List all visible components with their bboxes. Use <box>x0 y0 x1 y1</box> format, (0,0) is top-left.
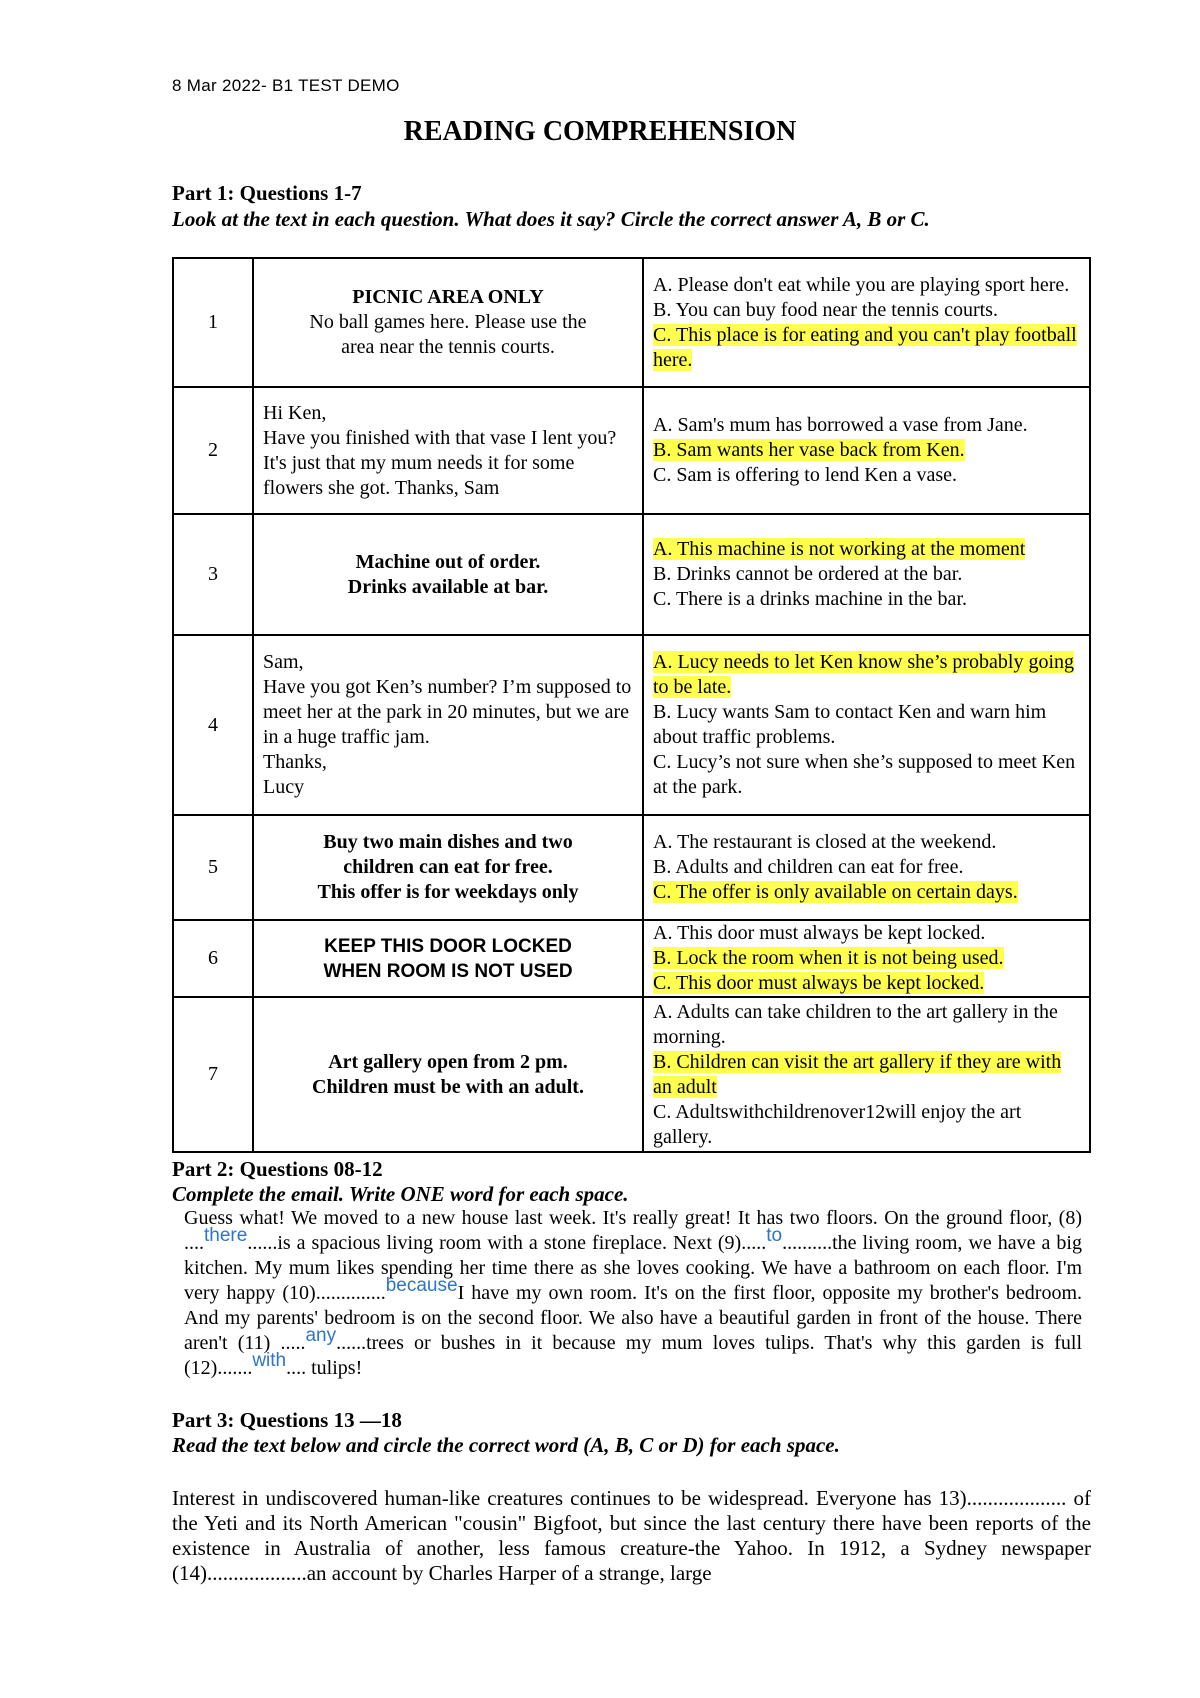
notice-line: KEEP THIS DOOR LOCKED <box>324 935 572 957</box>
answer-option-line <box>653 1000 1080 1050</box>
part2-instruction: Complete the email. Write ONE word for each space. <box>172 1182 629 1206</box>
answer-option-b[interactable]: B. Lock the room when it is not being used. <box>653 947 1004 969</box>
answer-option-b[interactable]: B. Sam wants her vase back from Ken. <box>653 439 965 461</box>
page-title: READING COMPREHENSION <box>403 116 797 147</box>
answer-option-line <box>653 323 1080 373</box>
part3-heading: Part 3: Questions 13 —18 <box>172 1408 402 1432</box>
question-row <box>173 387 1090 514</box>
question-notice <box>253 387 643 514</box>
answer-option-line <box>653 700 1080 750</box>
email-text-segment: ......trees or bushes in it because my mum loves tulips. That's why this garden is full (12)....... <box>184 1332 1083 1379</box>
answer-option-line <box>653 1100 1080 1150</box>
answer-option-a[interactable]: A. Sam's mum has borrowed a vase from Jane. <box>653 414 1028 436</box>
answer-options <box>643 514 1090 635</box>
part3-instruction: Read the text below and circle the correct word (A, B, C or D) for each space. <box>172 1433 840 1457</box>
answer-option-a[interactable]: A. Adults can take children to the art gallery in the morning. <box>653 1000 1058 1048</box>
question-number: 3 <box>173 514 253 635</box>
notice-line: children can eat for free. <box>343 856 553 878</box>
answer-option-c[interactable]: C. Lucy’s not sure when she’s supposed to meet Ken at the park. <box>653 751 1076 798</box>
question-row <box>173 258 1090 387</box>
notice-line: Machine out of order. <box>355 550 541 573</box>
answer-option-line <box>653 587 1080 612</box>
question-row <box>173 920 1090 997</box>
notice-line: area near the tennis courts. <box>341 336 555 358</box>
answer-9: to <box>766 1225 783 1246</box>
answer-option-c[interactable]: C. Adultswithchildrenover12will enjoy the art gallery. <box>653 1100 1022 1148</box>
notice-line: This offer is for weekdays only <box>317 881 579 903</box>
answer-option-line <box>653 946 1080 971</box>
question-row <box>173 635 1090 815</box>
notice-line: Sam, <box>263 651 304 673</box>
answer-option-b[interactable]: B. Children can visit the art gallery if they are with an adult <box>653 1050 1062 1098</box>
answer-option-line <box>653 750 1080 800</box>
email-text-segment: .... tulips! <box>286 1357 363 1379</box>
answer-option-line <box>653 413 1080 438</box>
answer-option-line <box>653 650 1080 700</box>
answer-option-line <box>653 921 1080 946</box>
answer-option-b[interactable]: B. Drinks cannot be ordered at the bar. <box>653 563 963 585</box>
email-text-segment: ..........the living room, we have a big kitchen. My mum likes spending her time there as she loves cooking. We have a bathroom on each floor. I'm very happy (10).............. <box>184 1232 1082 1304</box>
email-text-segment: Guess what! We moved to a new house last week. It's really great! It has two floors. On the ground floor, (8) .... <box>184 1207 1082 1254</box>
notice-line: Art gallery open from 2 pm. <box>328 1050 568 1073</box>
questions-table <box>172 257 1091 1153</box>
question-number: 1 <box>173 258 253 387</box>
notice-line: PICNIC AREA ONLY <box>352 286 544 308</box>
answer-option-a[interactable]: A. The restaurant is closed at the weekend. <box>653 831 997 853</box>
question-notice <box>253 815 643 920</box>
part1-heading: Part 1: Questions 1-7 <box>172 181 362 205</box>
email-text-segment: ......is a spacious living room with a stone fireplace. Next (9)..... <box>247 1232 767 1254</box>
answer-option-line <box>653 463 1080 488</box>
answer-options <box>643 387 1090 514</box>
answer-option-line <box>653 273 1080 298</box>
answer-option-line <box>653 298 1080 323</box>
question-number: 2 <box>173 387 253 514</box>
answer-option-line <box>653 855 1080 880</box>
question-row <box>173 997 1090 1152</box>
header-date: 8 Mar 2022- B1 TEST DEMO <box>172 76 400 95</box>
answer-option-a[interactable]: A. This machine is not working at the moment <box>653 538 1026 560</box>
answer-option-line <box>653 438 1080 463</box>
answer-option-line <box>653 562 1080 587</box>
answer-option-line <box>653 1050 1080 1100</box>
email-text <box>172 1206 1082 1381</box>
question-notice <box>253 635 643 815</box>
notice-line: Drinks available at bar. <box>347 575 549 598</box>
answer-8: there <box>204 1225 248 1246</box>
answer-11: any <box>305 1325 337 1346</box>
notice-line: WHEN ROOM IS NOT USED <box>323 960 573 982</box>
answer-option-c[interactable]: C. The offer is only available on certain days. <box>653 881 1018 903</box>
question-number: 4 <box>173 635 253 815</box>
answer-option-b[interactable]: B. You can buy food near the tennis courts. <box>653 298 998 321</box>
answer-10: because <box>385 1275 458 1296</box>
answer-option-a[interactable]: A. Please don't eat while you are playing sport here. <box>653 273 1070 296</box>
answer-option-b[interactable]: B. Lucy wants Sam to contact Ken and warn him about traffic problems. <box>653 701 1047 748</box>
answer-option-c[interactable]: C. This place is for eating and you can't play football here. <box>653 323 1077 371</box>
question-row <box>173 815 1090 920</box>
part2-heading: Part 2: Questions 08-12 <box>172 1157 383 1181</box>
notice-line: Have you got Ken’s number? I’m supposed to meet her at the park in 20 minutes, but we are in a huge traffic jam. <box>263 676 632 748</box>
part3-text: Interest in undiscovered human-like creatures continues to be widespread. Everyone has 13)................... of the Yeti and its North American "cousin" Bigfoot, but since the last century there have been reports of the existence in Australia of another, less famous creature-the Yahoo. In 1912, a Sydney newspaper (14)...................an account by Charles Harper of a strange, large <box>172 1486 1091 1585</box>
notice-line: Buy two main dishes and two <box>323 831 573 853</box>
question-notice <box>253 258 643 387</box>
notice-line: Children must be with an adult. <box>312 1075 584 1098</box>
notice-line: Hi Ken, <box>263 401 327 424</box>
answer-options <box>643 997 1090 1152</box>
question-row <box>173 514 1090 635</box>
notice-line: No ball games here. Please use the <box>309 311 587 333</box>
notice-line: Lucy <box>263 776 305 798</box>
email-text-segment: I have my own room. It's on the first floor, opposite my brother's bedroom. And my parents' bedroom is on the second floor. We also have a beautiful garden in front of the house. There aren't (11) ..... <box>184 1282 1083 1354</box>
answer-option-line <box>653 971 1080 996</box>
part1-instruction: Look at the text in each question. What does it say? Circle the correct answer A, B or C. <box>172 207 930 231</box>
question-notice <box>253 514 643 635</box>
answer-option-line <box>653 537 1080 562</box>
answer-option-a[interactable]: A. This door must always be kept locked. <box>653 922 986 944</box>
answer-option-b[interactable]: B. Adults and children can eat for free. <box>653 856 964 878</box>
question-number: 7 <box>173 997 253 1152</box>
answer-12: with <box>252 1350 287 1371</box>
notice-line: Have you finished with that vase I lent you? It's just that my mum needs it for some flowers she got. Thanks, Sam <box>263 426 617 499</box>
answer-option-a[interactable]: A. Lucy needs to let Ken know she’s probably going to be late. <box>653 651 1075 698</box>
question-number: 5 <box>173 815 253 920</box>
answer-options <box>643 635 1090 815</box>
answer-option-c[interactable]: C. There is a drinks machine in the bar. <box>653 588 967 610</box>
answer-option-c[interactable]: C. This door must always be kept locked. <box>653 972 985 994</box>
answer-options <box>643 920 1090 997</box>
answer-options <box>643 258 1090 387</box>
question-notice <box>253 997 643 1152</box>
answer-options <box>643 815 1090 920</box>
answer-option-line <box>653 880 1080 905</box>
answer-option-line <box>653 830 1080 855</box>
notice-line: Thanks, <box>263 751 327 773</box>
question-number: 6 <box>173 920 253 997</box>
question-notice <box>253 920 643 997</box>
answer-option-c[interactable]: C. Sam is offering to lend Ken a vase. <box>653 464 958 486</box>
